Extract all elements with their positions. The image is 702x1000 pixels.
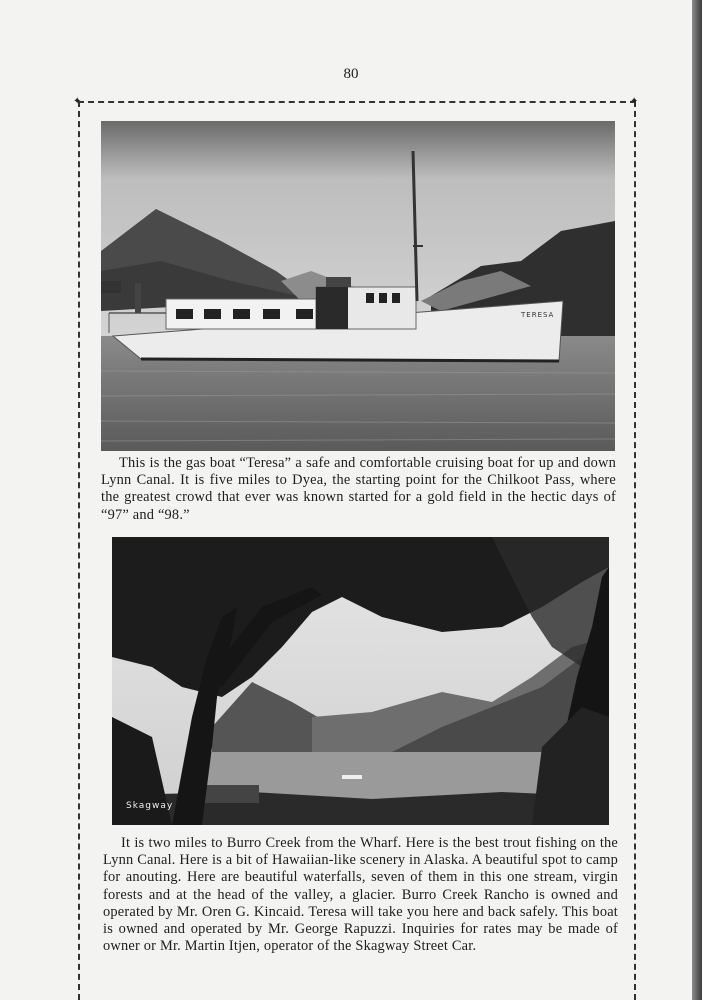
- border-corner-ornament: ✦: [73, 96, 82, 107]
- photo-signature: Skagway: [126, 801, 174, 811]
- page-number: 80: [343, 66, 359, 82]
- boat-name: TERESA: [521, 311, 555, 319]
- book-spine-edge: [692, 0, 702, 1000]
- border-corner-ornament: ✦: [630, 96, 639, 107]
- burro-creek-caption: [103, 835, 618, 955]
- boat-caption-text: This is the gas boat “Teresa” a safe and comfortable cruising boat for up and down Lynn Canal. It is five miles to Dyea, the starting point for the Chilkoot Pass, where the greatest crowd that ever was known started for a gold field in the hectic days of “97” and “98.”: [101, 455, 616, 523]
- boat-caption: [101, 455, 616, 524]
- boat-photo: [101, 121, 615, 451]
- burro-creek-caption-text: It is two miles to Burro Creek from the Wharf. Here is the best trout fishing on the Lynn Canal. Here is a bit of Hawaiian-like scenery in Alaska. A beautiful spot to camp for anouting. Here are beautiful waterfalls, seven of them in this one stream, virgin forests and at the head of the valley, a glacier. Burro Creek Rancho is owned and operated by Mr. Oren G. Kincaid. Teresa will take you here and back safely. This boat is owned and operated by Mr. George Rapuzzi. Inquiries for rates may be made of owner or Mr. Martin Itjen, operator of the Skagway Street Car.: [103, 835, 618, 955]
- burro-creek-photo: [112, 537, 609, 825]
